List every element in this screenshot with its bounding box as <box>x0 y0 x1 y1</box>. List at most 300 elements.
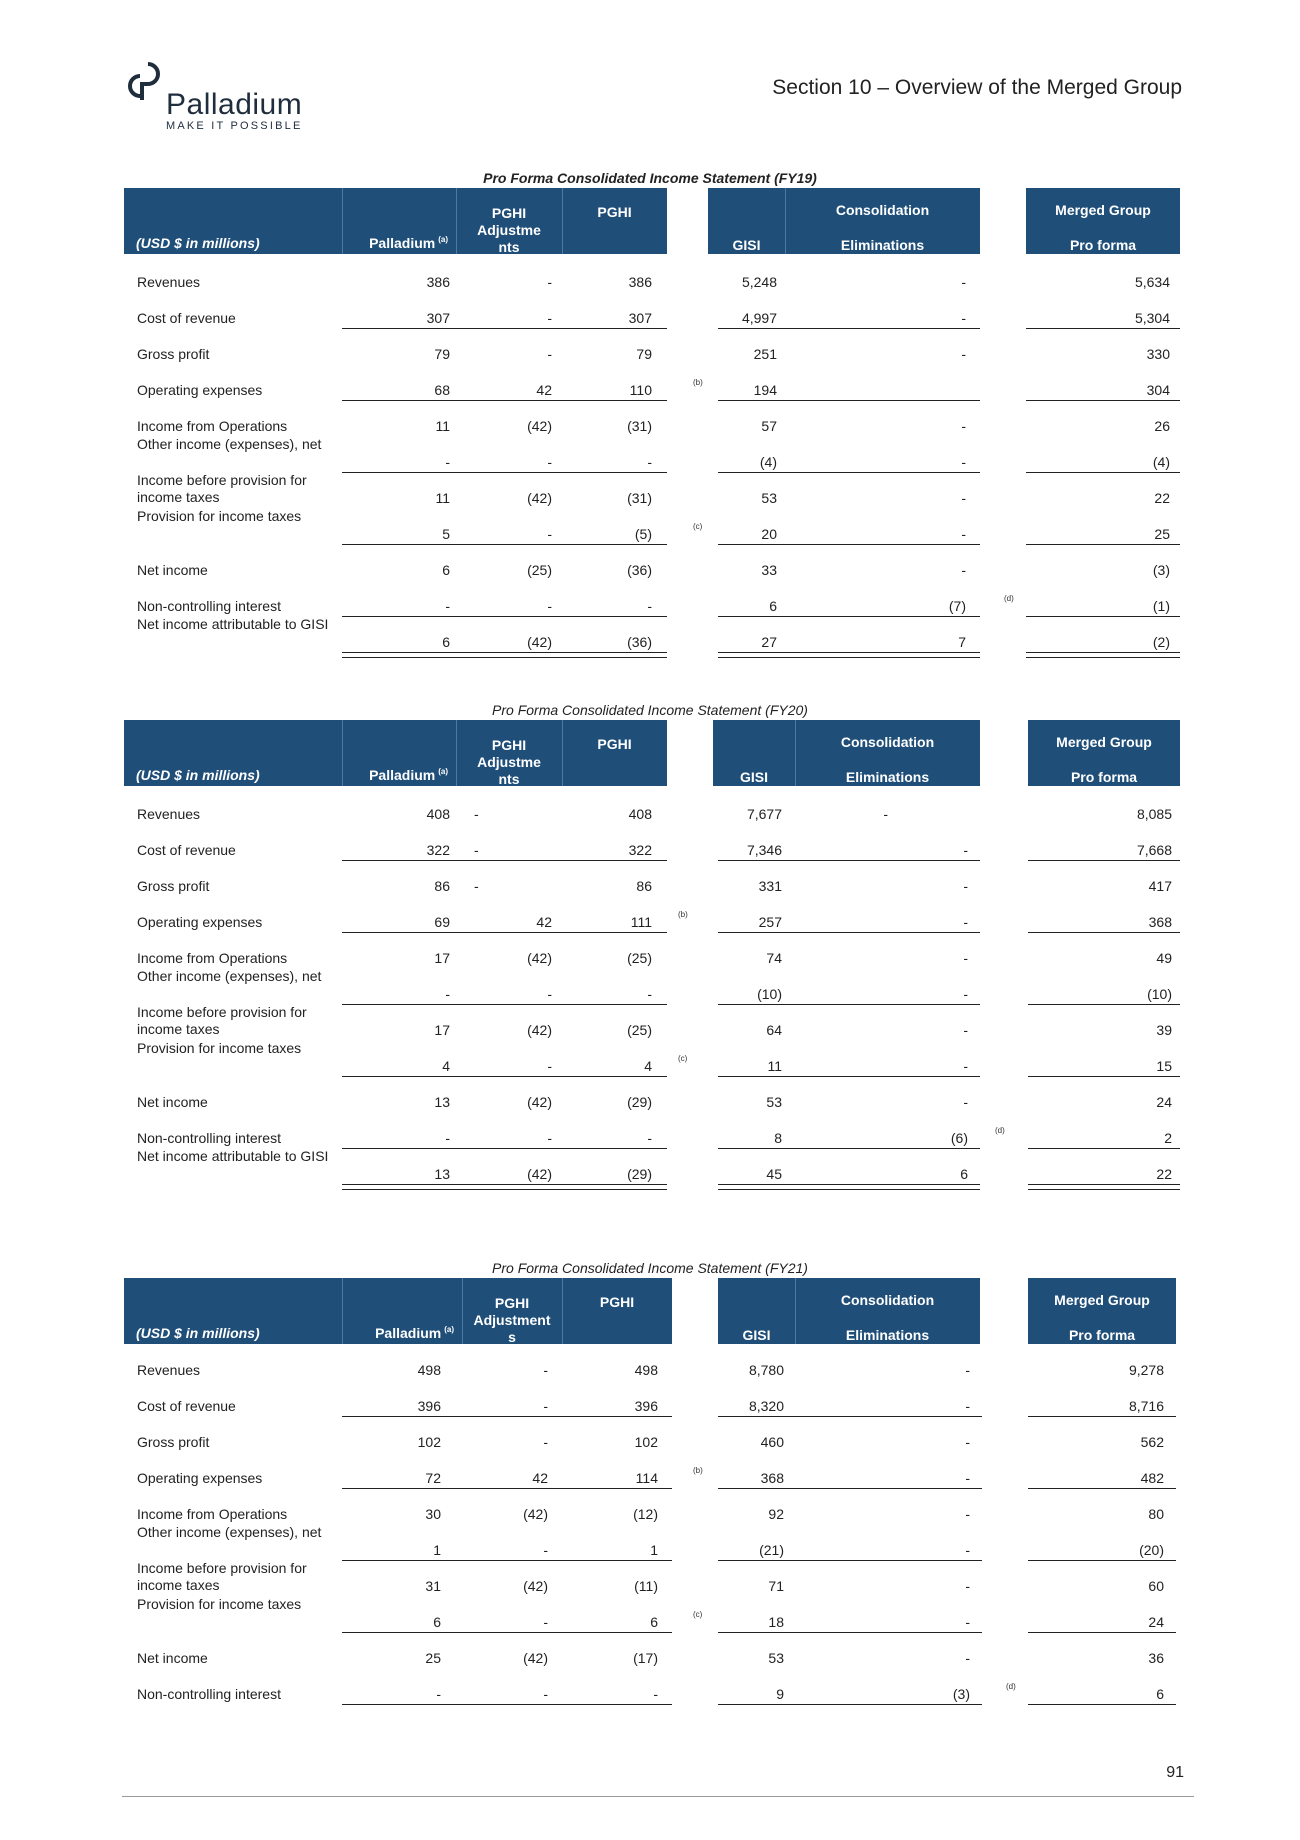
cell-value: 331 <box>758 878 782 894</box>
cell-value: - <box>445 986 450 1002</box>
cell-value: 80 <box>1148 1506 1164 1522</box>
underline <box>1026 328 1180 329</box>
row-label: Provision for income taxes <box>137 1040 302 1056</box>
cell-value: 5,304 <box>1134 310 1170 326</box>
cell-value: 79 <box>434 346 450 362</box>
cell-value: 15 <box>1156 1058 1172 1074</box>
underline <box>718 1148 980 1149</box>
header-separator <box>562 188 563 254</box>
footnote-marker: (b) <box>678 910 688 919</box>
cell-value: (42) <box>527 1022 552 1038</box>
cell-value: (42) <box>527 490 552 506</box>
cell-value: 386 <box>426 274 450 290</box>
cell-value: 11 <box>767 1058 782 1074</box>
footnote-marker: (b) <box>693 1466 703 1475</box>
row-label: Non-controlling interest <box>137 598 281 614</box>
cell-value: 25 <box>425 1650 441 1666</box>
cell-value: 8,780 <box>748 1362 784 1378</box>
cell-value: - <box>647 598 652 614</box>
cell-value: 2 <box>1164 1130 1172 1146</box>
cell-value: (10) <box>757 986 782 1002</box>
column-header: Consolidation <box>835 202 930 218</box>
row-label: Non-controlling interest <box>137 1130 281 1146</box>
cell-value: - <box>963 914 968 930</box>
cell-value: - <box>547 1058 552 1074</box>
cell-value: 33 <box>761 562 777 578</box>
cell-value: 114 <box>635 1470 658 1486</box>
column-header: (USD $ in millions) <box>136 1325 260 1341</box>
cell-value: 102 <box>417 1434 441 1450</box>
footnote-marker: (d) <box>1006 1682 1016 1691</box>
cell-value: 53 <box>768 1650 784 1666</box>
cell-value: - <box>961 454 966 470</box>
row-label: Revenues <box>137 274 201 290</box>
column-header: GISI <box>732 237 761 253</box>
cell-value: (1) <box>1152 598 1170 614</box>
cell-value: 4,997 <box>741 310 777 326</box>
underline <box>342 1560 672 1561</box>
cell-value: (25) <box>627 1022 652 1038</box>
cell-value: (42) <box>523 1578 548 1594</box>
column-header-pghi-adjustments: PGHI Adjustment s <box>473 1295 551 1345</box>
double-underline <box>342 1184 667 1190</box>
cell-value: - <box>547 274 552 290</box>
cell-value: 36 <box>1148 1650 1164 1666</box>
underline <box>1026 544 1180 545</box>
row-label: Operating expenses <box>137 914 263 930</box>
cell-value: (25) <box>627 950 652 966</box>
column-header: Eliminations <box>840 237 925 253</box>
column-header-palladium <box>342 235 448 251</box>
cell-value: - <box>647 1130 652 1146</box>
cell-value: - <box>961 490 966 506</box>
cell-value: 1 <box>650 1542 658 1558</box>
cell-value: 53 <box>766 1094 782 1110</box>
column-header-palladium <box>342 1325 454 1341</box>
row-label: Operating expenses <box>137 382 263 398</box>
cell-value: 4 <box>644 1058 652 1074</box>
cell-value: - <box>961 346 966 362</box>
column-header: Merged Group <box>1055 202 1151 218</box>
row-label: Net income <box>137 1650 208 1666</box>
cell-value: - <box>961 274 966 290</box>
row-label: Cost of revenue <box>137 842 236 858</box>
cell-value: (31) <box>627 418 652 434</box>
cell-value: - <box>963 842 968 858</box>
cell-value: 304 <box>1146 382 1170 398</box>
footnote-marker: (c) <box>678 1054 688 1063</box>
row-label: Income before provision for income taxes <box>137 1560 307 1593</box>
underline <box>342 1632 672 1633</box>
cell-value: - <box>965 1362 970 1378</box>
underline <box>1028 1004 1180 1005</box>
cell-value: 45 <box>766 1166 782 1182</box>
cell-value: 71 <box>768 1578 784 1594</box>
cell-value: (17) <box>633 1650 658 1666</box>
cell-value: 8,085 <box>1136 806 1172 822</box>
cell-value: - <box>963 878 968 894</box>
cell-value: 6 <box>650 1614 658 1630</box>
statement-title: Pro Forma Consolidated Income Statement (FY20) <box>492 702 808 718</box>
statement-title: Pro Forma Consolidated Income Statement (FY19) <box>483 170 817 186</box>
cell-value: 322 <box>628 842 652 858</box>
cell-value: - <box>436 1686 441 1702</box>
cell-value: 408 <box>628 806 652 822</box>
underline <box>342 1488 672 1489</box>
row-label: Revenues <box>137 1362 201 1378</box>
row-label: Other income (expenses), net <box>137 968 322 984</box>
cell-value: 22 <box>1154 490 1170 506</box>
cell-value: (42) <box>527 634 552 650</box>
cell-value: 7,668 <box>1136 842 1172 858</box>
underline <box>1028 932 1180 933</box>
underline <box>342 1704 672 1705</box>
row-label: Provision for income taxes <box>137 508 302 524</box>
cell-value: (29) <box>627 1094 652 1110</box>
column-header: Merged Group <box>1056 734 1152 750</box>
underline <box>1028 1488 1176 1489</box>
header-separator <box>562 720 563 786</box>
cell-value: 307 <box>426 310 450 326</box>
underline <box>342 860 667 861</box>
row-label: Gross profit <box>137 878 210 894</box>
row-label: Revenues <box>137 806 201 822</box>
cell-value: (31) <box>627 490 652 506</box>
cell-value: 11 <box>435 418 450 434</box>
cell-value: 13 <box>434 1166 450 1182</box>
cell-value: - <box>445 1130 450 1146</box>
column-header: PGHI <box>599 1294 635 1310</box>
column-header: Consolidation <box>840 734 935 750</box>
footnote-marker: (d) <box>995 1126 1005 1135</box>
column-header: Eliminations <box>845 769 930 785</box>
double-underline <box>1028 1184 1180 1190</box>
cell-value: - <box>965 1506 970 1522</box>
cell-value: - <box>965 1434 970 1450</box>
cell-value: (42) <box>523 1506 548 1522</box>
cell-value: (21) <box>759 1542 784 1558</box>
cell-value: 72 <box>425 1470 441 1486</box>
cell-value: 17 <box>434 950 450 966</box>
column-header-palladium <box>342 767 448 783</box>
underline <box>718 472 980 473</box>
underline <box>718 1004 980 1005</box>
cell-value: 11 <box>435 490 450 506</box>
cell-value: 24 <box>1148 1614 1164 1630</box>
cell-value: 17 <box>434 1022 450 1038</box>
cell-value: 13 <box>434 1094 450 1110</box>
cell-value: 102 <box>634 1434 658 1450</box>
cell-value: 53 <box>761 490 777 506</box>
underline <box>718 1560 982 1561</box>
cell-value: 111 <box>630 914 652 930</box>
row-label: Net income <box>137 1094 208 1110</box>
row-label: Net income attributable to GISI <box>137 616 329 632</box>
cell-value: - <box>647 986 652 1002</box>
cell-value: (2) <box>1152 634 1170 650</box>
column-header-pghi-adjustments: PGHI Adjustme nts <box>477 205 541 255</box>
cell-value: (3) <box>1152 562 1170 578</box>
cell-value: - <box>883 806 888 822</box>
cell-value: - <box>547 986 552 1002</box>
cell-value: 330 <box>1146 346 1170 362</box>
row-label: Non-controlling interest <box>137 1686 281 1702</box>
row-label: Other income (expenses), net <box>137 436 322 452</box>
cell-value: 24 <box>1156 1094 1172 1110</box>
cell-value: 42 <box>536 382 552 398</box>
underline <box>1026 616 1180 617</box>
underline <box>718 616 980 617</box>
cell-value: - <box>965 1470 970 1486</box>
column-header: GISI <box>739 769 768 785</box>
cell-value: - <box>543 1362 548 1378</box>
cell-value: - <box>963 1058 968 1074</box>
footnote-marker: (b) <box>693 378 703 387</box>
row-label: Other income (expenses), net <box>137 1524 322 1540</box>
underline <box>342 400 667 401</box>
cell-value: 7,677 <box>746 806 782 822</box>
cell-value: 194 <box>753 382 777 398</box>
cell-value: 69 <box>434 914 450 930</box>
underline <box>1028 1076 1180 1077</box>
column-header: PGHI <box>597 204 632 220</box>
palladium-note: (a) <box>438 767 448 777</box>
palladium-logo-icon <box>122 58 168 104</box>
cell-value: 8 <box>774 1130 782 1146</box>
underline <box>342 616 667 617</box>
cell-value: 39 <box>1156 1022 1172 1038</box>
underline <box>718 1632 982 1633</box>
double-underline <box>1026 652 1180 658</box>
underline <box>342 1076 667 1077</box>
cell-value: - <box>543 1434 548 1450</box>
cell-value: 42 <box>532 1470 548 1486</box>
cell-value: (42) <box>527 1166 552 1182</box>
cell-value: 482 <box>1140 1470 1164 1486</box>
cell-value: - <box>963 1094 968 1110</box>
underline <box>1026 400 1180 401</box>
cell-value: 7 <box>958 634 966 650</box>
cell-value: 368 <box>1148 914 1172 930</box>
column-header: (USD $ in millions) <box>136 235 260 251</box>
row-label: Income from Operations <box>137 418 288 434</box>
row-label: Income before provision for income taxes <box>137 472 307 505</box>
page-number: 91 <box>1166 1764 1184 1781</box>
cell-value: 9 <box>776 1686 784 1702</box>
cell-value: (36) <box>627 562 652 578</box>
underline <box>342 932 667 933</box>
cell-value: 6 <box>1156 1686 1164 1702</box>
cell-value: - <box>445 598 450 614</box>
cell-value: (4) <box>1152 454 1170 470</box>
cell-value: (5) <box>634 526 652 542</box>
underline <box>1028 1632 1176 1633</box>
cell-value: 460 <box>760 1434 784 1450</box>
cell-value: (42) <box>527 418 552 434</box>
cell-value: - <box>547 526 552 542</box>
row-label: Net income <box>137 562 208 578</box>
row-label: Operating expenses <box>137 1470 263 1486</box>
cell-value: (42) <box>527 950 552 966</box>
cell-value: (10) <box>1147 986 1172 1002</box>
cell-value: (3) <box>952 1686 970 1702</box>
footnote-marker: (d) <box>1004 594 1014 603</box>
logo-text: Palladium <box>166 88 303 121</box>
cell-value: - <box>961 526 966 542</box>
cell-value: 417 <box>1148 878 1172 894</box>
cell-value: 6 <box>442 634 450 650</box>
cell-value: 5,248 <box>741 274 777 290</box>
cell-value: - <box>445 454 450 470</box>
cell-value: - <box>547 346 552 362</box>
cell-value: 6 <box>442 562 450 578</box>
underline <box>1028 1416 1176 1417</box>
cell-value: 18 <box>768 1614 784 1630</box>
column-header: Eliminations <box>845 1327 930 1343</box>
cell-value: 6 <box>960 1166 968 1182</box>
cell-value: - <box>547 598 552 614</box>
cell-value: 1 <box>433 1542 441 1558</box>
underline <box>342 544 667 545</box>
column-header: GISI <box>742 1327 771 1343</box>
cell-value: - <box>653 1686 658 1702</box>
underline <box>1028 1560 1176 1561</box>
cell-value: 86 <box>434 878 450 894</box>
logo-tagline: MAKE IT POSSIBLE <box>166 120 303 132</box>
palladium-label: Palladium <box>369 235 436 251</box>
cell-value: 68 <box>434 382 450 398</box>
underline <box>342 1148 667 1149</box>
underline <box>718 1076 980 1077</box>
cell-value: 6 <box>433 1614 441 1630</box>
underline <box>1028 860 1180 861</box>
cell-value: 5 <box>442 526 450 542</box>
column-header-pghi-adjustments: PGHI Adjustme nts <box>477 737 541 787</box>
underline <box>718 860 980 861</box>
cell-value: 251 <box>753 346 777 362</box>
underline <box>718 1488 982 1489</box>
cell-value: 5,634 <box>1134 274 1170 290</box>
footer-divider <box>122 1796 1194 1797</box>
cell-value: - <box>474 842 479 858</box>
cell-value: - <box>474 878 479 894</box>
cell-value: - <box>547 310 552 326</box>
statement-title: Pro Forma Consolidated Income Statement (FY21) <box>492 1260 808 1276</box>
cell-value: (7) <box>948 598 966 614</box>
cell-value: (36) <box>627 634 652 650</box>
cell-value: (29) <box>627 1166 652 1182</box>
cell-value: 7,346 <box>746 842 782 858</box>
underline <box>1026 472 1180 473</box>
underline <box>718 932 980 933</box>
cell-value: 27 <box>761 634 777 650</box>
palladium-note: (a) <box>444 1325 454 1335</box>
cell-value: (12) <box>633 1506 658 1522</box>
cell-value: 86 <box>636 878 652 894</box>
cell-value: 257 <box>758 914 782 930</box>
cell-value: (42) <box>523 1650 548 1666</box>
column-header: Pro forma <box>1069 237 1137 253</box>
cell-value: 49 <box>1156 950 1172 966</box>
column-header: Consolidation <box>840 1292 935 1308</box>
underline <box>718 544 980 545</box>
cell-value: - <box>965 1650 970 1666</box>
cell-value: 396 <box>634 1398 658 1414</box>
cell-value: - <box>474 806 479 822</box>
underline <box>342 328 667 329</box>
palladium-label: Palladium <box>369 767 436 783</box>
cell-value: - <box>543 1542 548 1558</box>
cell-value: 20 <box>761 526 777 542</box>
row-label: Income from Operations <box>137 950 288 966</box>
row-label: Income before provision for income taxes <box>137 1004 307 1037</box>
cell-value: 92 <box>768 1506 784 1522</box>
cell-value: 408 <box>426 806 450 822</box>
cell-value: 64 <box>766 1022 782 1038</box>
underline <box>718 328 980 329</box>
cell-value: 30 <box>425 1506 441 1522</box>
column-header: Pro forma <box>1070 769 1138 785</box>
cell-value: 498 <box>634 1362 658 1378</box>
underline <box>342 1416 672 1417</box>
underline <box>342 1004 667 1005</box>
underline <box>342 472 667 473</box>
cell-value: (4) <box>759 454 777 470</box>
cell-value: (25) <box>527 562 552 578</box>
cell-value: - <box>963 1022 968 1038</box>
underline <box>718 1704 982 1705</box>
double-underline <box>718 1184 980 1190</box>
cell-value: - <box>647 454 652 470</box>
cell-value: (20) <box>1139 1542 1164 1558</box>
footnote-marker: (c) <box>693 1610 703 1619</box>
cell-value: - <box>965 1614 970 1630</box>
cell-value: - <box>965 1578 970 1594</box>
row-label: Cost of revenue <box>137 310 236 326</box>
palladium-label: Palladium <box>375 1325 442 1341</box>
column-header: Merged Group <box>1054 1292 1150 1308</box>
row-label: Income from Operations <box>137 1506 288 1522</box>
cell-value: 322 <box>426 842 450 858</box>
cell-value: - <box>963 950 968 966</box>
underline <box>1028 1148 1180 1149</box>
cell-value: 60 <box>1148 1578 1164 1594</box>
cell-value: 562 <box>1140 1434 1164 1450</box>
cell-value: 386 <box>628 274 652 290</box>
cell-value: 25 <box>1154 526 1170 542</box>
cell-value: - <box>543 1614 548 1630</box>
cell-value: 396 <box>417 1398 441 1414</box>
cell-value: 31 <box>425 1578 441 1594</box>
palladium-note: (a) <box>438 235 448 245</box>
cell-value: 9,278 <box>1128 1362 1164 1378</box>
cell-value: - <box>965 1542 970 1558</box>
cell-value: (11) <box>634 1578 658 1594</box>
cell-value: 42 <box>536 914 552 930</box>
underline <box>718 1416 982 1417</box>
double-underline <box>342 652 667 658</box>
column-header: Pro forma <box>1068 1327 1136 1343</box>
row-label: Gross profit <box>137 1434 210 1450</box>
row-label: Gross profit <box>137 346 210 362</box>
underline <box>1028 1704 1176 1705</box>
cell-value: (42) <box>527 1094 552 1110</box>
cell-value: - <box>965 1398 970 1414</box>
cell-value: 8,320 <box>748 1398 784 1414</box>
cell-value: - <box>961 310 966 326</box>
cell-value: 74 <box>766 950 782 966</box>
cell-value: 79 <box>636 346 652 362</box>
